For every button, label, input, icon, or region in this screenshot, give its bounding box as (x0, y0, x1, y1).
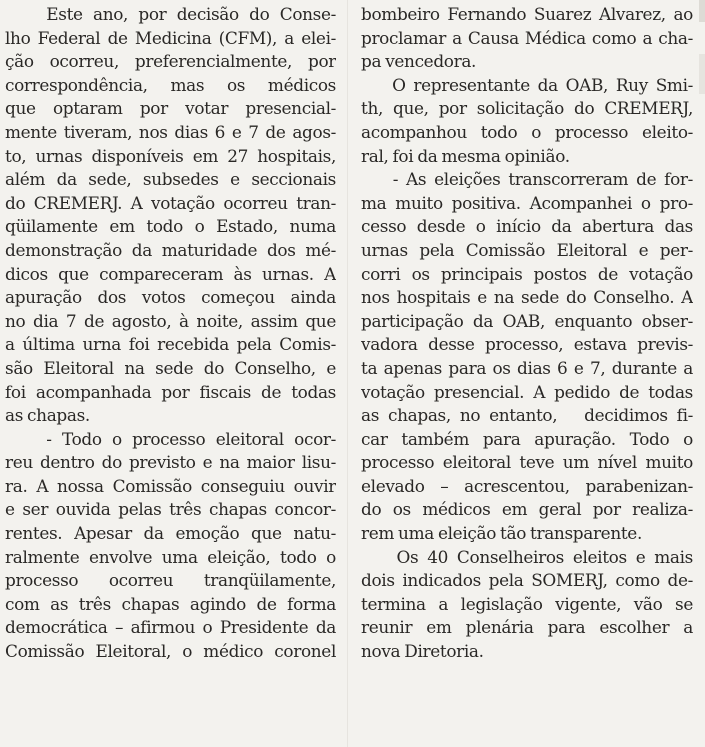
text-line: - Todo o processo eleitoral ocor- (5, 428, 336, 449)
text-line: urnas pela Comissão Eleitoral e per- (361, 239, 693, 260)
text-line: e ser ouvida pelas três chapas concor- (5, 499, 336, 520)
article-paragraph (361, 546, 693, 664)
text-line: foi acompanhada por fiscais de todas (5, 381, 336, 402)
page-edge-shadow (699, 0, 705, 22)
text-line: são Eleitoral na sede do Conselho, e (5, 357, 336, 378)
text-line: elevado – acrescentou, parabenizan- (361, 475, 693, 496)
article-paragraph (5, 428, 336, 664)
article-column-right (361, 3, 693, 664)
text-line: pa vencedora. (361, 51, 477, 72)
text-line: ção ocorreu, preferencialmente, por (5, 51, 336, 72)
text-line: acompanhou todo o processo eleito- (361, 121, 693, 142)
text-line: mente tiveram, nos dias 6 e 7 de agos- (5, 121, 336, 142)
text-line: ta apenas para os dias 6 e 7, durante a (361, 357, 693, 378)
text-line: ma muito positiva. Acompanhei o pro- (361, 192, 693, 213)
text-line: as chapas, no entanto, decidimos fi- (361, 405, 693, 426)
text-line: correspondência, mas os médicos (5, 74, 336, 95)
article-paragraph (5, 3, 336, 428)
text-line: car também para apuração. Todo o (361, 428, 693, 449)
text-line: ral, foi da mesma opinião. (361, 145, 570, 166)
text-line: termina a legislação vigente, vão se (361, 593, 693, 614)
text-line: ralmente envolve uma eleição, todo o (5, 546, 336, 567)
text-line: com as três chapas agindo de forma (5, 593, 336, 614)
text-line: dicos que compareceram às urnas. A (5, 263, 336, 284)
text-line: vadora desse processo, estava previs- (361, 334, 693, 355)
text-line: no dia 7 de agosto, à noite, assim que (5, 310, 336, 331)
text-line: além da sede, subsedes e seccionais (5, 169, 336, 190)
text-line: votação presencial. A pedido de todas (361, 381, 693, 402)
text-line: democrática – afirmou o Presidente da (5, 617, 336, 638)
article-paragraph (361, 168, 693, 546)
text-line: processo ocorreu tranqüilamente, (5, 570, 336, 591)
text-line: th, que, por solicitação do CREMERJ, (361, 98, 693, 119)
text-line: rem uma eleição tão transparente. (361, 523, 642, 544)
text-line: qüilamente em todo o Estado, numa (5, 216, 336, 237)
text-line: demonstração da maturidade dos mé- (5, 239, 336, 260)
text-line: que optaram por votar presencial- (5, 98, 336, 119)
text-line: do CREMERJ. A votação ocorreu tran- (5, 192, 336, 213)
page-edge-shadow (699, 54, 705, 94)
text-line: reu dentro do previsto e na maior lisu- (5, 452, 336, 473)
text-line: rentes. Apesar da emoção que natu- (5, 523, 336, 544)
text-line: dois indicados pela SOMERJ, como de- (361, 570, 693, 591)
text-line: participação da OAB, enquanto obser- (361, 310, 693, 331)
text-line: - As eleições transcorreram de for- (361, 169, 693, 190)
text-line: do os médicos em geral por realiza- (361, 499, 693, 520)
text-line: apuração dos votos começou ainda (5, 287, 336, 308)
text-line: Os 40 Conselheiros eleitos e mais (361, 546, 693, 567)
text-line: lho Federal de Medicina (CFM), a elei- (5, 27, 336, 48)
text-line: O representante da OAB, Ruy Smi- (361, 74, 693, 95)
text-line: proclamar a Causa Médica como a cha- (361, 27, 693, 48)
text-line: nova Diretoria. (361, 641, 484, 662)
text-line: processo eleitoral teve um nível muito (361, 452, 693, 473)
text-line: corri os principais postos de votação (361, 263, 693, 284)
text-line: Este ano, por decisão do Conse- (5, 4, 336, 24)
text-line: cesso desde o início da abertura das (361, 216, 693, 237)
text-line: bombeiro Fernando Suarez Alvarez, ao (361, 4, 693, 24)
article-column-left (5, 3, 336, 664)
article-paragraph (361, 74, 693, 168)
column-divider (347, 0, 348, 747)
text-line: reunir em plenária para escolher a (361, 617, 693, 638)
text-line: to, urnas disponíveis em 27 hospitais, (5, 145, 336, 166)
text-line: as chapas. (5, 405, 90, 426)
text-line: Comissão Eleitoral, o médico coronel (5, 641, 336, 662)
article-paragraph (361, 3, 693, 74)
text-line: ra. A nossa Comissão conseguiu ouvir (5, 475, 336, 496)
text-line: nos hospitais e na sede do Conselho. A (361, 287, 693, 308)
text-line: a última urna foi recebida pela Comis- (5, 334, 336, 355)
